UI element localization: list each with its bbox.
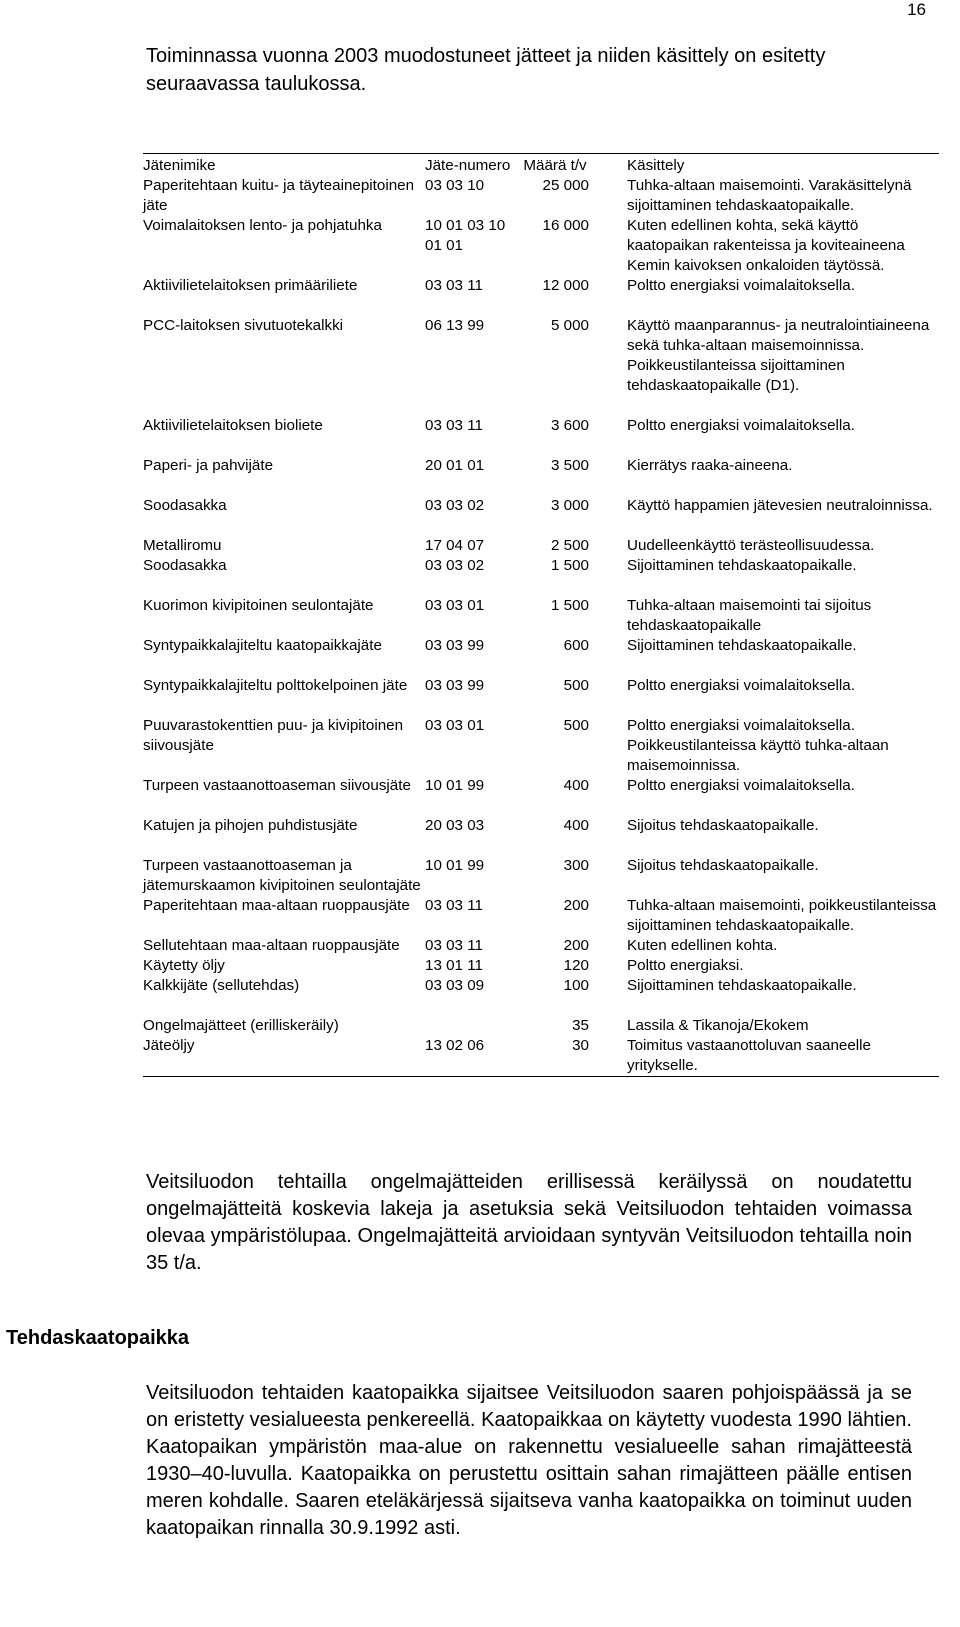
- cell-name: Puuvarastokenttien puu- ja kivipitoinen siivousjäte: [143, 717, 404, 754]
- table-row: [143, 1036, 939, 1077]
- cell-name: Paperi- ja pahvijäte: [143, 457, 274, 474]
- cell-spacer: [589, 456, 627, 496]
- cell-treatment: Kierrätys raaka-aineena.: [627, 457, 793, 474]
- cell-spacer: [589, 276, 627, 316]
- cell-name: Syntypaikkalajiteltu polttokelpoinen jäte: [143, 677, 408, 694]
- cell-treatment: Toimitus vastaanottoluvan saaneelle yritykselle.: [627, 1037, 871, 1074]
- table-row: [143, 176, 939, 216]
- cell-code: 17 04 07: [425, 537, 485, 554]
- cell-treatment: Kuten edellinen kohta, sekä käyttö kaatopaikan rakenteissa ja koviteaineena Kemin kaivoksen onkaloiden täytössä.: [627, 217, 905, 274]
- cell-amount: 500: [563, 677, 589, 694]
- cell-spacer: [589, 716, 627, 776]
- cell-amount: 25 000: [542, 177, 589, 194]
- cell-amount: 500: [563, 717, 589, 734]
- cell-amount: 16 000: [542, 217, 589, 234]
- cell-name: Paperitehtaan kuitu- ja täyteainepitoinen jäte: [143, 177, 415, 214]
- cell-amount: 12 000: [542, 277, 589, 294]
- table-row: [143, 936, 939, 956]
- cell-code: 03 03 11: [425, 277, 483, 294]
- cell-spacer: [589, 556, 627, 596]
- cell-treatment: Käyttö happamien jätevesien neutraloinnissa.: [627, 497, 933, 514]
- cell-amount: 300: [563, 857, 589, 874]
- cell-amount: 400: [563, 817, 589, 834]
- table-row: [143, 276, 939, 316]
- cell-name: Kuorimon kivipitoinen seulontajäte: [143, 597, 374, 614]
- cell-spacer: [589, 956, 627, 976]
- cell-code: 03 03 01: [425, 717, 485, 734]
- cell-spacer: [589, 216, 627, 276]
- cell-name: Voimalaitoksen lento- ja pohjatuhka: [143, 217, 382, 234]
- cell-treatment: Lassila & Tikanoja/Ekokem: [627, 1017, 809, 1034]
- cell-code: 03 03 02: [425, 557, 485, 574]
- section-heading: Tehdaskaatopaikka: [6, 1327, 190, 1349]
- cell-name: Aktiivilietelaitoksen bioliete: [143, 417, 323, 434]
- cell-code: 20 03 03: [425, 817, 485, 834]
- cell-amount: 120: [563, 957, 589, 974]
- cell-spacer: [589, 416, 627, 456]
- cell-spacer: [589, 816, 627, 856]
- cell-spacer: [589, 856, 627, 896]
- table-body: [143, 176, 939, 1077]
- cell-code: 06 13 99: [425, 317, 485, 334]
- table-row: [143, 716, 939, 776]
- waste-table: [143, 153, 939, 1077]
- cell-treatment: Sijoittaminen tehdaskaatopaikalle.: [627, 557, 857, 574]
- cell-code: 10 01 99: [425, 857, 485, 874]
- cell-treatment: Sijoittaminen tehdaskaatopaikalle.: [627, 977, 857, 994]
- cell-treatment: Tuhka-altaan maisemointi tai sijoitus tehdaskaatopaikalle: [627, 597, 872, 634]
- cell-code: 10 01 99: [425, 777, 485, 794]
- cell-name: PCC-laitoksen sivutuotekalkki: [143, 317, 344, 334]
- cell-name: Ongelmajätteet (erilliskeräily): [143, 1017, 339, 1034]
- cell-amount: 600: [563, 637, 589, 654]
- header-name: Jätenimike: [143, 157, 216, 174]
- cell-treatment: Tuhka-altaan maisemointi, poikkeustilanteissa sijoittaminen tehdaskaatopaikalle.: [627, 897, 937, 934]
- header-code: Jäte-numero: [425, 157, 511, 174]
- cell-amount: 35: [572, 1017, 589, 1034]
- cell-amount: 1 500: [550, 557, 589, 574]
- cell-treatment: Käyttö maanparannus- ja neutralointiaineena sekä tuhka-altaan maisemoinnissa. Poikkeustilanteissa sijoittaminen tehdaskaatopaikalle (D1).: [627, 317, 930, 394]
- cell-code: 20 01 01: [425, 457, 485, 474]
- cell-code: 03 03 11: [425, 897, 483, 914]
- cell-treatment: Sijoitus tehdaskaatopaikalle.: [627, 817, 819, 834]
- paragraph-landfill: Veitsiluodon tehtaiden kaatopaikka sijaitsee Veitsiluodon saaren pohjoispäässä ja se on eristetty vesialueesta penkereellä. Kaatopaikkaa on käytetty vuodesta 1990 lähtien. Kaatopaikan ympäristön maa-alue on rakennettu vesialueelle sahan rimajätteestä 1930–40-luvulla. Kaatopaikka on perustettu osittain sahan rimajätteen päälle entisen meren kohdalle. Saaren eteläkärjessä sijaitseva vanha kaatopaikka on toiminut uuden kaatopaikan rinnalla 30.9.1992 asti.: [146, 1382, 912, 1539]
- table-row: [143, 636, 939, 676]
- cell-spacer: [589, 316, 627, 416]
- table-row: [143, 456, 939, 496]
- table-row: [143, 816, 939, 856]
- cell-code: 13 01 11: [425, 957, 483, 974]
- table-row: [143, 316, 939, 416]
- cell-amount: 3 000: [550, 497, 589, 514]
- cell-spacer: [589, 1036, 627, 1077]
- cell-name: Turpeen vastaanottoaseman siivousjäte: [143, 777, 411, 794]
- table-row: [143, 1016, 939, 1036]
- table-row: [143, 536, 939, 556]
- table-row: [143, 976, 939, 1016]
- cell-spacer: [589, 176, 627, 216]
- paragraph-hazardous-waste: Veitsiluodon tehtailla ongelmajätteiden erillisessä keräilyssä on noudatettu ongelmajätteitä koskevia lakeja ja asetuksia sekä Veitsiluodon tehtaiden voimassa olevaa ympäristölupaa. Ongelmajätteitä arvioidaan syntyvän Veitsiluodon tehtailla noin 35 t/a.: [146, 1171, 912, 1274]
- cell-name: Turpeen vastaanottoaseman ja jätemurskaamon kivipitoinen seulontajäte: [143, 857, 421, 894]
- table-row: [143, 216, 939, 276]
- table-row: [143, 776, 939, 816]
- cell-code: 03 03 02: [425, 497, 485, 514]
- cell-name: Jäteöljy: [143, 1037, 195, 1054]
- cell-treatment: Poltto energiaksi voimalaitoksella. Poikkeustilanteissa käyttö tuhka-altaan maisemoinnissa.: [627, 717, 889, 774]
- cell-name: Paperitehtaan maa-altaan ruoppausjäte: [143, 897, 410, 914]
- cell-name: Metalliromu: [143, 537, 222, 554]
- cell-amount: 1 500: [550, 597, 589, 614]
- cell-treatment: Poltto energiaksi voimalaitoksella.: [627, 417, 855, 434]
- cell-spacer: [589, 976, 627, 1016]
- table-row: [143, 896, 939, 936]
- cell-name: Syntypaikkalajiteltu kaatopaikkajäte: [143, 637, 382, 654]
- table-row: [143, 856, 939, 896]
- cell-treatment: Poltto energiaksi voimalaitoksella.: [627, 777, 855, 794]
- cell-spacer: [589, 776, 627, 816]
- cell-spacer: [589, 536, 627, 556]
- cell-name: Kalkkijäte (sellutehdas): [143, 977, 300, 994]
- cell-amount: 30: [572, 1037, 589, 1054]
- cell-treatment: Kuten edellinen kohta.: [627, 937, 778, 954]
- cell-name: Soodasakka: [143, 557, 227, 574]
- header-spacer: [589, 154, 627, 177]
- cell-treatment: Poltto energiaksi voimalaitoksella.: [627, 277, 855, 294]
- intro-paragraph: Toiminnassa vuonna 2003 muodostuneet jätteet ja niiden käsittely on esitetty seuraavassa taulukossa.: [146, 45, 826, 95]
- cell-treatment: Sijoitus tehdaskaatopaikalle.: [627, 857, 819, 874]
- cell-spacer: [589, 676, 627, 716]
- cell-name: Sellutehtaan maa-altaan ruoppausjäte: [143, 937, 400, 954]
- cell-amount: 2 500: [550, 537, 589, 554]
- cell-name: Käytetty öljy: [143, 957, 225, 974]
- table-row: [143, 496, 939, 536]
- cell-spacer: [589, 496, 627, 536]
- table-header-row: [143, 154, 939, 177]
- cell-amount: 3 500: [550, 457, 589, 474]
- cell-code: 03 03 99: [425, 677, 485, 694]
- cell-amount: 100: [563, 977, 589, 994]
- table-row: [143, 956, 939, 976]
- cell-code: [425, 1016, 521, 1036]
- header-treatment: Käsittely: [627, 157, 685, 174]
- cell-code: 13 02 06: [425, 1037, 485, 1054]
- cell-name: Aktiivilietelaitoksen primääriliete: [143, 277, 358, 294]
- cell-code: 10 01 03 10 01 01: [425, 217, 506, 254]
- cell-spacer: [589, 896, 627, 936]
- cell-amount: 5 000: [550, 317, 589, 334]
- cell-code: 03 03 11: [425, 937, 483, 954]
- cell-amount: 200: [563, 897, 589, 914]
- cell-code: 03 03 99: [425, 637, 485, 654]
- cell-amount: 400: [563, 777, 589, 794]
- table-row: [143, 596, 939, 636]
- cell-code: 03 03 11: [425, 417, 483, 434]
- cell-spacer: [589, 1016, 627, 1036]
- cell-spacer: [589, 596, 627, 636]
- cell-treatment: Uudelleenkäyttö terästeollisuudessa.: [627, 537, 875, 554]
- table-row: [143, 676, 939, 716]
- cell-amount: 3 600: [550, 417, 589, 434]
- cell-amount: 200: [563, 937, 589, 954]
- cell-treatment: Poltto energiaksi voimalaitoksella.: [627, 677, 855, 694]
- cell-name: Soodasakka: [143, 497, 227, 514]
- cell-code: 03 03 01: [425, 597, 485, 614]
- table-row: [143, 556, 939, 596]
- cell-treatment: Tuhka-altaan maisemointi. Varakäsittelynä sijoittaminen tehdaskaatopaikalle.: [627, 177, 912, 214]
- cell-spacer: [589, 636, 627, 676]
- cell-treatment: Sijoittaminen tehdaskaatopaikalle.: [627, 637, 857, 654]
- header-amount: Määrä t/v: [523, 157, 587, 174]
- cell-spacer: [589, 936, 627, 956]
- cell-code: 03 03 09: [425, 977, 485, 994]
- cell-treatment: Poltto energiaksi.: [627, 957, 744, 974]
- cell-code: 03 03 10: [425, 177, 485, 194]
- table-row: [143, 416, 939, 456]
- cell-name: Katujen ja pihojen puhdistusjäte: [143, 817, 358, 834]
- page-number: 16: [907, 0, 926, 19]
